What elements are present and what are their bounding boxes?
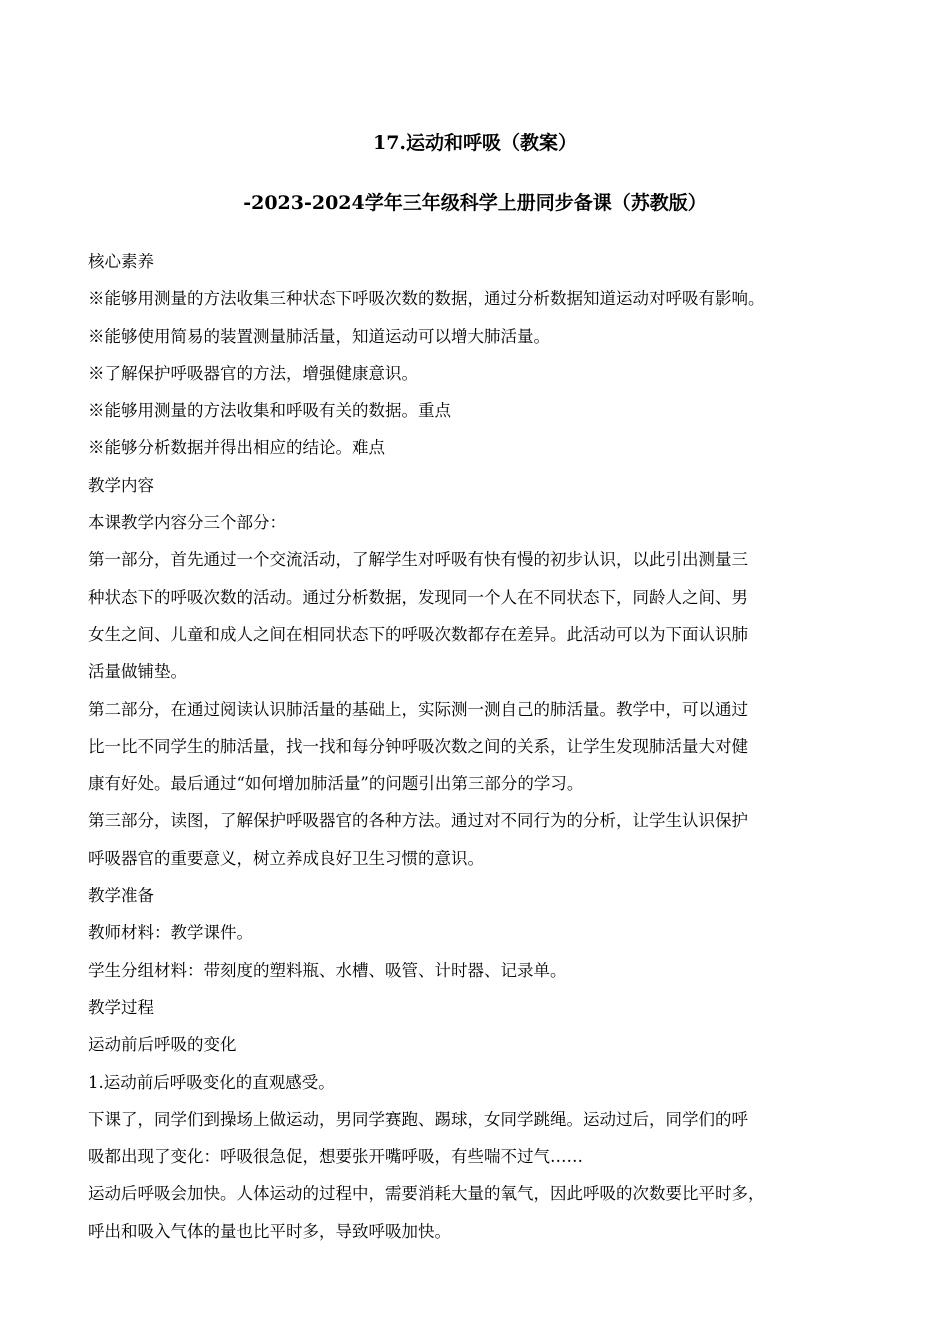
paragraph-line: 康有好处。最后通过“如何增加肺活量”的问题引出第三部分的学习。 (88, 774, 584, 794)
section-heading: 核心素养 (88, 252, 154, 271)
document-title: 17.运动和呼吸（教案） (372, 132, 578, 154)
paragraph-line: 活量做铺垫。 (88, 662, 187, 682)
paragraph-line: 运动后呼吸会加快。人体运动的过程中，需要消耗大量的氧气，因此呼吸的次数要比平时多， (88, 1184, 765, 1204)
paragraph-line: 第一部分，首先通过一个交流活动，了解学生对呼吸有快有慢的初步认识，以此引出测量三 (88, 550, 748, 570)
paragraph-line: ※能够使用简易的装置测量肺活量，知道运动可以增大肺活量。 (88, 326, 550, 346)
section-heading: 教学准备 (88, 886, 154, 906)
paragraph-line: 比一比不同学生的肺活量，找一找和每分钟呼吸次数之间的关系，让学生发现肺活量大对健 (88, 736, 748, 756)
paragraph-line: 呼吸器官的重要意义，树立养成良好卫生习惯的意识。 (88, 848, 484, 868)
paragraph-line: 呼出和吸入气体的量也比平时多，导致呼吸加快。 (88, 1221, 451, 1241)
paragraph-line: 第二部分，在通过阅读认识肺活量的基础上，实际测一测自己的肺活量。教学中，可以通过 (88, 699, 748, 719)
paragraph-line: ※了解保护呼吸器官的方法，增强健康意识。 (88, 363, 418, 383)
paragraph-line: 种状态下的呼吸次数的活动。通过分析数据，发现同一个人在不同状态下，同龄人之间、男 (88, 587, 748, 607)
paragraph-line: 学生分组材料：带刻度的塑料瓶、水槽、吸管、计时器、记录单。 (88, 960, 567, 980)
paragraph-line: 第三部分，读图，了解保护呼吸器官的各种方法。通过对不同行为的分析，让学生认识保护 (88, 811, 748, 831)
paragraph-line: ※能够用测量的方法收集和呼吸有关的数据。重点 (88, 401, 451, 421)
document-body (88, 243, 878, 1250)
section-heading: 教学内容 (88, 475, 154, 495)
paragraph-line: 教师材料：教学课件。 (88, 923, 253, 943)
section-heading: 教学过程 (88, 997, 154, 1017)
document-subtitle: -2023-2024学年三年级科学上册同步备课（苏教版） (243, 192, 707, 214)
paragraph-line: 下课了，同学们到操场上做运动，男同学赛跑、踢球，女同学跳绳。运动过后，同学们的呼 (88, 1109, 748, 1129)
subsection-heading: 运动前后呼吸的变化 (88, 1035, 237, 1055)
paragraph-line: 本课教学内容分三个部分： (88, 513, 286, 533)
paragraph-line: 女生之间、儿童和成人之间在相同状态下的呼吸次数都存在差异。此活动可以为下面认识肺 (88, 624, 748, 644)
paragraph-line: 1.运动前后呼吸变化的直观感受。 (88, 1072, 335, 1092)
paragraph-line: 吸都出现了变化：呼吸很急促，想要张开嘴呼吸，有些喘不过气…… (88, 1147, 583, 1167)
paragraph-line: ※能够分析数据并得出相应的结论。难点 (88, 438, 385, 458)
paragraph-line: ※能够用测量的方法收集三种状态下呼吸次数的数据，通过分析数据知道运动对呼吸有影响。 (88, 289, 765, 309)
